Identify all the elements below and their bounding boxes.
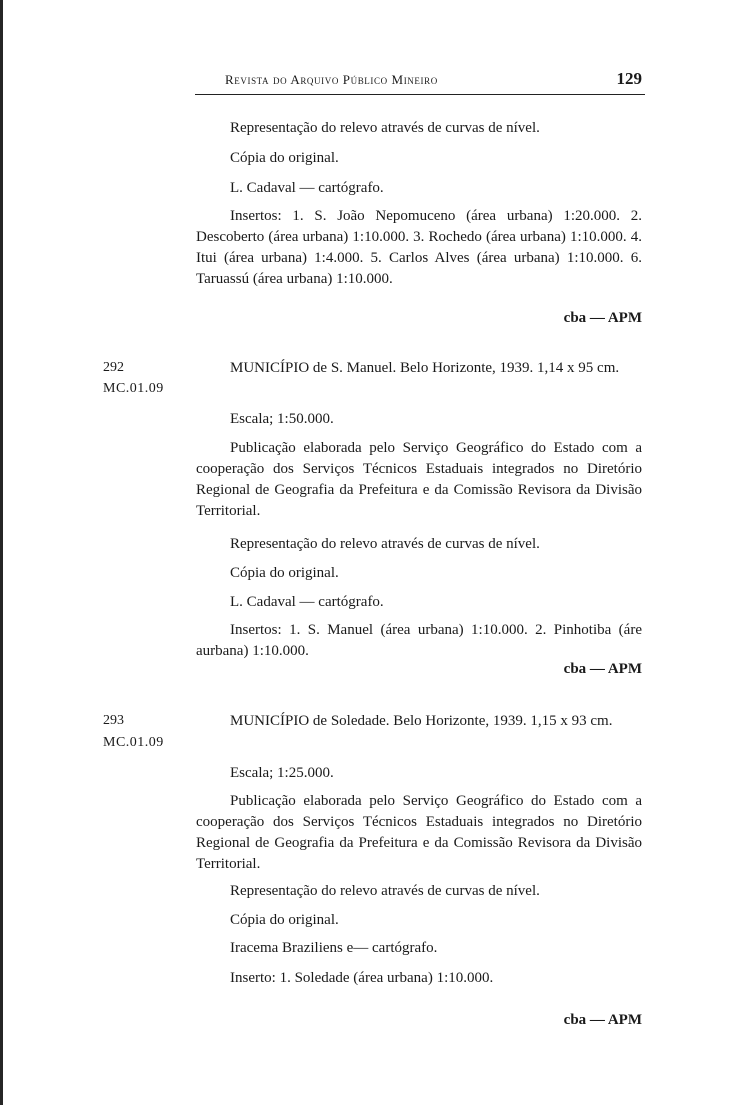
- cartographer-note: L. Cadaval — cartógrafo.: [230, 594, 384, 610]
- credit-line: cba — APM: [563, 1012, 642, 1028]
- entry-title: MUNICÍPIO de Soledade. Belo Horizonte, 1939. 1,15 x 93 cm.: [230, 713, 613, 729]
- page-number: 129: [616, 69, 642, 88]
- publication-note: Publicação elaborada pelo Serviço Geográfico do Estado com a cooperação dos Serviços Técnicos Estaduais integrados no Diretório Regional de Geografia da Prefeitura e da Comissão Revisora da Divisão Territorial.: [196, 793, 642, 872]
- copy-note: Cópia do original.: [230, 912, 339, 928]
- cartographer-note: L. Cadaval — cartógrafo.: [230, 180, 384, 196]
- page-header: [195, 66, 645, 95]
- credit-line: cba — APM: [563, 661, 642, 677]
- scan-edge: [0, 0, 3, 1105]
- copy-note: Cópia do original.: [230, 150, 339, 166]
- insets-note: Insertos: 1. S. João Nepomuceno (área urbana) 1:20.000. 2. Descoberto (área urbana) 1:10.000. 3. Rochedo (área urbana) 1:10.000. 4. Itui (área urbana) 1:4.000. 5. Carlos Alves (área urbana) 1:10.000. 6. Taruassú (área urbana) 1:10.000.: [196, 208, 642, 287]
- relief-note: Representação do relevo através de curvas de nível.: [230, 883, 540, 899]
- entry-number: 293: [103, 713, 124, 728]
- entry-code: MC.01.09: [103, 735, 164, 750]
- insets-note: Inserto: 1. Soledade (área urbana) 1:10.000.: [230, 970, 494, 986]
- relief-note: Representação do relevo através de curvas de nível.: [230, 120, 540, 136]
- entry-code: MC.01.09: [103, 381, 164, 396]
- cartographer-note: Iracema Braziliens e— cartógrafo.: [230, 940, 438, 956]
- relief-note: Representação do relevo através de curvas de nível.: [230, 536, 540, 552]
- insets-note: Insertos: 1. S. Manuel (área urbana) 1:10.000. 2. Pinhotiba (áre aurbana) 1:10.000.: [196, 622, 642, 659]
- scale-note: Escala; 1:50.000.: [230, 411, 334, 427]
- entry-title: MUNICÍPIO de S. Manuel. Belo Horizonte, 1939. 1,14 x 95 cm.: [230, 360, 620, 376]
- copy-note: Cópia do original.: [230, 565, 339, 581]
- scale-note: Escala; 1:25.000.: [230, 765, 334, 781]
- running-title: Revista do Arquivo Público Mineiro: [225, 72, 438, 87]
- credit-line: cba — APM: [563, 310, 642, 326]
- publication-note: Publicação elaborada pelo Serviço Geográfico do Estado com a cooperação dos Serviços Técnicos Estaduais integrados no Diretório Regional de Geografia da Prefeitura e da Comissão Revisora da Divisão Territorial.: [196, 440, 642, 519]
- entry-number: 292: [103, 360, 124, 375]
